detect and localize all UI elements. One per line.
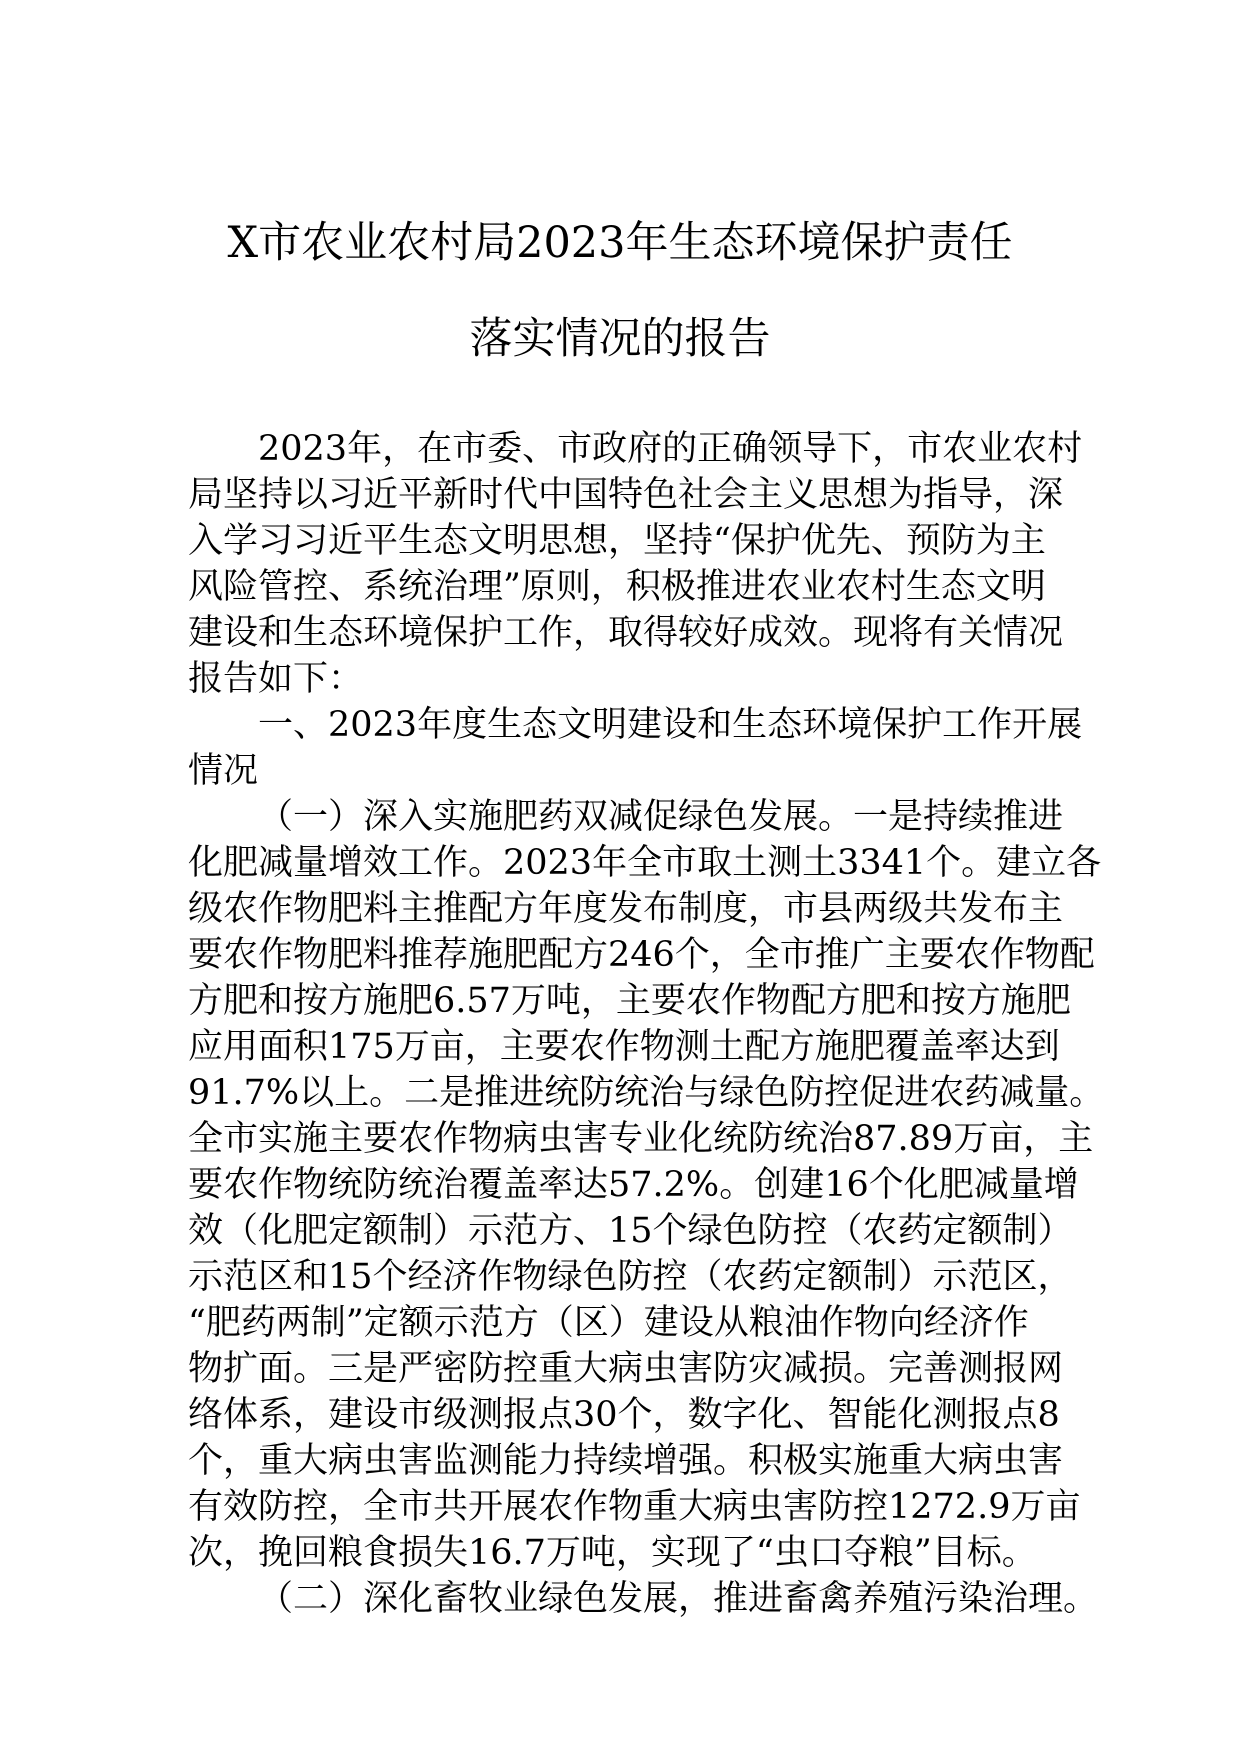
body-line-22: 络体系，建设市级测报点30个，数字化、智能化测报点8: [188, 1395, 1060, 1435]
body-line-2: 局坚持以习近平新时代中国特色社会主义思想为指导，深: [188, 475, 1064, 515]
body-line-3: 入学习习近平生态文明思想，坚持“保护优先、预防为主: [188, 521, 1046, 561]
body-line-23: 个，重大病虫害监测能力持续增强。积极实施重大病虫害: [188, 1441, 1064, 1481]
section-heading-line-1: 一、2023年度生态文明建设和生态环境保护工作开展: [258, 705, 1083, 745]
body-line-12: 要农作物肥料推荐施肥配方246个，全市推广主要农作物配: [188, 935, 1095, 975]
body-line-10: 化肥减量增效工作。2023年全市取土测土3341个。建立各: [188, 843, 1102, 883]
document-title-line-2: 落实情况的报告: [469, 314, 771, 364]
body-line-13: 方肥和按方施肥6.57万吨，主要农作物配方肥和按方施肥: [188, 981, 1071, 1021]
body-line-18: 效（化肥定额制）示范方、15个绿色防控（农药定额制）: [188, 1211, 1073, 1251]
body-line-21: 物扩面。三是严密防控重大病虫害防灾减损。完善测报网: [188, 1349, 1064, 1389]
body-line-5: 建设和生态环境保护工作，取得较好成效。现将有关情况: [188, 613, 1064, 653]
document-title-line-1: X市农业农村局2023年生态环境保护责任: [227, 218, 1013, 268]
section-heading-line-2: 情况: [188, 751, 259, 791]
body-line-20: “肥药两制”定额示范方（区）建设从粮油作物向经济作: [188, 1303, 1029, 1343]
body-line-11: 级农作物肥料主推配方年度发布制度，市县两级共发布主: [188, 889, 1064, 929]
body-line-6: 报告如下：: [188, 659, 364, 699]
document-body: [188, 426, 1105, 1622]
body-line-19: 示范区和15个经济作物绿色防控（农药定额制）示范区，: [188, 1257, 1073, 1297]
body-line-17: 要农作物统防统治覆盖率达57.2%。创建16个化肥减量增: [188, 1165, 1079, 1205]
body-line-26: （二）深化畜牧业绿色发展，推进畜禽养殖污染治理。: [258, 1579, 1099, 1619]
body-line-4: 风险管控、系统治理”原则，积极推进农业农村生态文明: [188, 567, 1046, 607]
body-line-9: （一）深入实施肥药双减促绿色发展。一是持续推进: [258, 797, 1064, 837]
body-line-25: 次，挽回粮食损失16.7万吨，实现了“虫口夺粮”目标。: [188, 1533, 1037, 1573]
body-line-16: 全市实施主要农作物病虫害专业化统防统治87.89万亩，主: [188, 1119, 1094, 1159]
body-line-14: 应用面积175万亩，主要农作物测土配方施肥覆盖率达到: [188, 1027, 1060, 1067]
body-line-24: 有效防控，全市共开展农作物重大病虫害防控1272.9万亩: [188, 1487, 1081, 1527]
body-line-15: 91.7%以上。二是推进统防统治与绿色防控促进农药减量。: [188, 1073, 1105, 1113]
body-line-1: 2023年，在市委、市政府的正确领导下，市农业农村: [258, 429, 1083, 469]
